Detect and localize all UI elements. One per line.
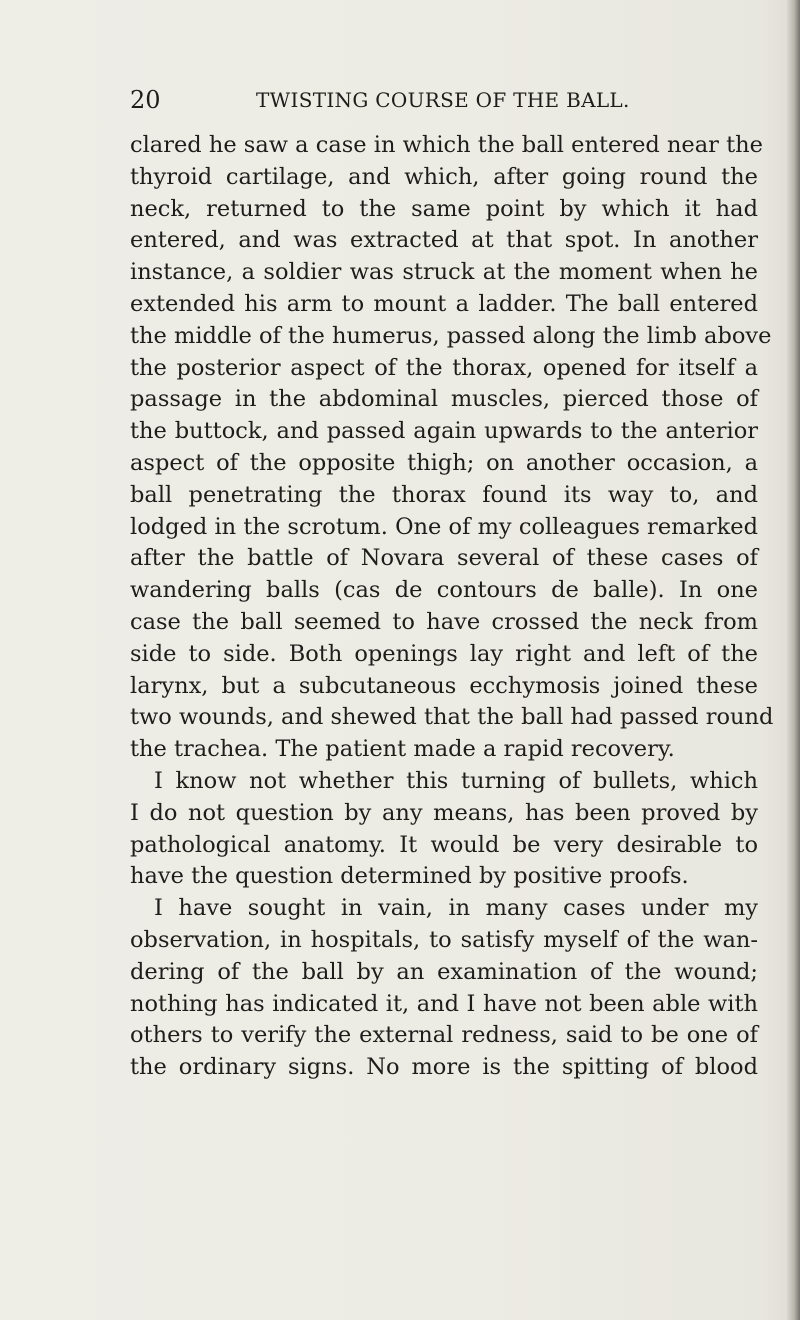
text-line: the trachea. The patient made a rapid recovery. (130, 736, 675, 763)
text-line: the buttock, and passed again upwards to the anterior (130, 418, 758, 445)
text-line: instance, a soldier was struck at the moment when he (130, 259, 758, 286)
text-line: neck, returned to the same point by which it had (130, 195, 758, 222)
running-head: TWISTING COURSE OF THE BALL. (256, 88, 630, 112)
page-edge-shadow (786, 0, 800, 1320)
text-line: others to verify the external redness, said to be one of (130, 1022, 758, 1049)
text-line: the posterior aspect of the thorax, opened for itself a (130, 354, 758, 381)
text-line: clared he saw a case in which the ball entered near the (130, 132, 763, 158)
text-line: larynx, but a subcutaneous ecchymosis joined these (130, 672, 758, 699)
text-line: side to side. Both openings lay right and left of the (130, 640, 758, 667)
text-line: the ordinary signs. No more is the spitting of blood (130, 1054, 758, 1081)
text-line: I do not question by any means, has been proved by (130, 799, 758, 826)
text-line: observation, in hospitals, to satisfy myself of the wan- (130, 926, 758, 953)
text-line: I have sought in vain, in many cases under my (154, 895, 758, 922)
text-line: case the ball seemed to have crossed the neck from (130, 608, 758, 635)
text-line: have the question determined by positive proofs. (130, 863, 689, 890)
body-text (130, 130, 774, 1084)
text-line: extended his arm to mount a ladder. The ball entered (130, 290, 758, 317)
text-line: nothing has indicated it, and I have not been able with (130, 990, 758, 1017)
text-line: thyroid cartilage, and which, after going round the (130, 163, 758, 190)
text-line: I know not whether this turning of bullets, which (154, 767, 758, 794)
text-line: lodged in the scrotum. One of my colleagues remarked (130, 513, 758, 540)
text-line: passage in the abdominal muscles, pierced those of (130, 386, 758, 413)
page-number: 20 (130, 86, 161, 114)
page-header (130, 83, 758, 117)
text-line: ball penetrating the thorax found its way to, and (130, 481, 758, 508)
text-line: after the battle of Novara several of these cases of (130, 545, 758, 572)
text-line: dering of the ball by an examination of the wound; (130, 958, 758, 985)
text-line: the middle of the humerus, passed along the limb above (130, 322, 772, 349)
text-line: pathological anatomy. It would be very desirable to (130, 831, 758, 858)
text-line: entered, and was extracted at that spot. In another (130, 227, 758, 254)
text-line: aspect of the opposite thigh; on another occasion, a (130, 449, 758, 476)
text-line: wandering balls (cas de contours de balle). In one (130, 577, 758, 604)
text-line: two wounds, and shewed that the ball had passed round (130, 704, 774, 731)
